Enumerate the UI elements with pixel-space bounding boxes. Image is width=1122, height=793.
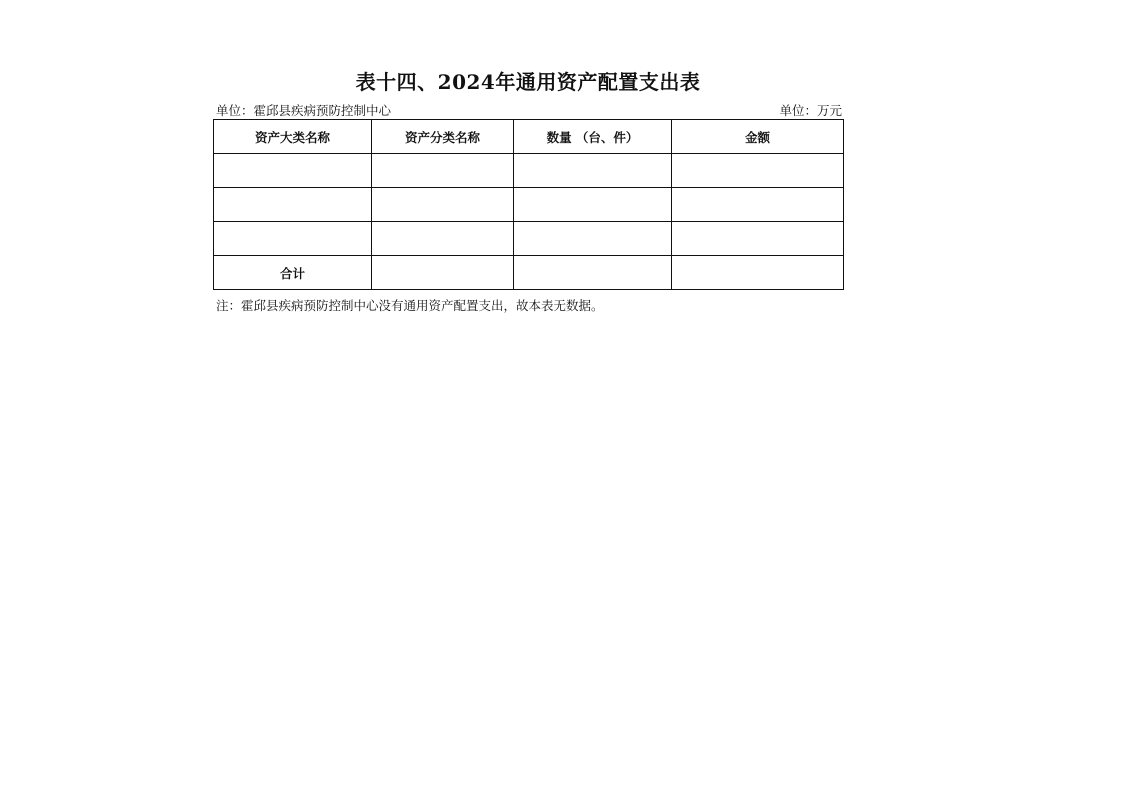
table-row — [214, 188, 844, 222]
table-cell — [372, 154, 514, 188]
table-cell — [514, 222, 672, 256]
table-row — [214, 222, 844, 256]
footnote: 注：霍邱县疾病预防控制中心没有通用资产配置支出，故本表无数据。 — [216, 298, 604, 313]
table-cell — [514, 188, 672, 222]
page-title: 表十四、2024年通用资产配置支出表 — [355, 70, 701, 94]
header-quantity: 数量 （台、件） — [514, 120, 672, 154]
table-cell — [214, 154, 372, 188]
table-cell — [214, 222, 372, 256]
table-cell — [672, 188, 844, 222]
total-row — [214, 256, 844, 290]
header-asset-subcategory: 资产分类名称 — [372, 120, 514, 154]
table-cell — [372, 256, 514, 290]
asset-allocation-table — [213, 119, 844, 290]
table-cell — [372, 222, 514, 256]
table-cell — [672, 154, 844, 188]
table-cell — [672, 222, 844, 256]
header-asset-category: 资产大类名称 — [214, 120, 372, 154]
table-header-row — [214, 120, 844, 154]
table-cell — [372, 188, 514, 222]
table-cell — [672, 256, 844, 290]
total-label: 合计 — [214, 256, 372, 290]
table-cell — [214, 188, 372, 222]
table-cell — [514, 256, 672, 290]
unit-row — [216, 101, 842, 119]
currency-unit: 单位：万元 — [779, 103, 842, 118]
organization-unit: 单位：霍邱县疾病预防控制中心 — [216, 103, 392, 118]
table-cell — [514, 154, 672, 188]
header-amount: 金额 — [672, 120, 844, 154]
table-row — [214, 154, 844, 188]
